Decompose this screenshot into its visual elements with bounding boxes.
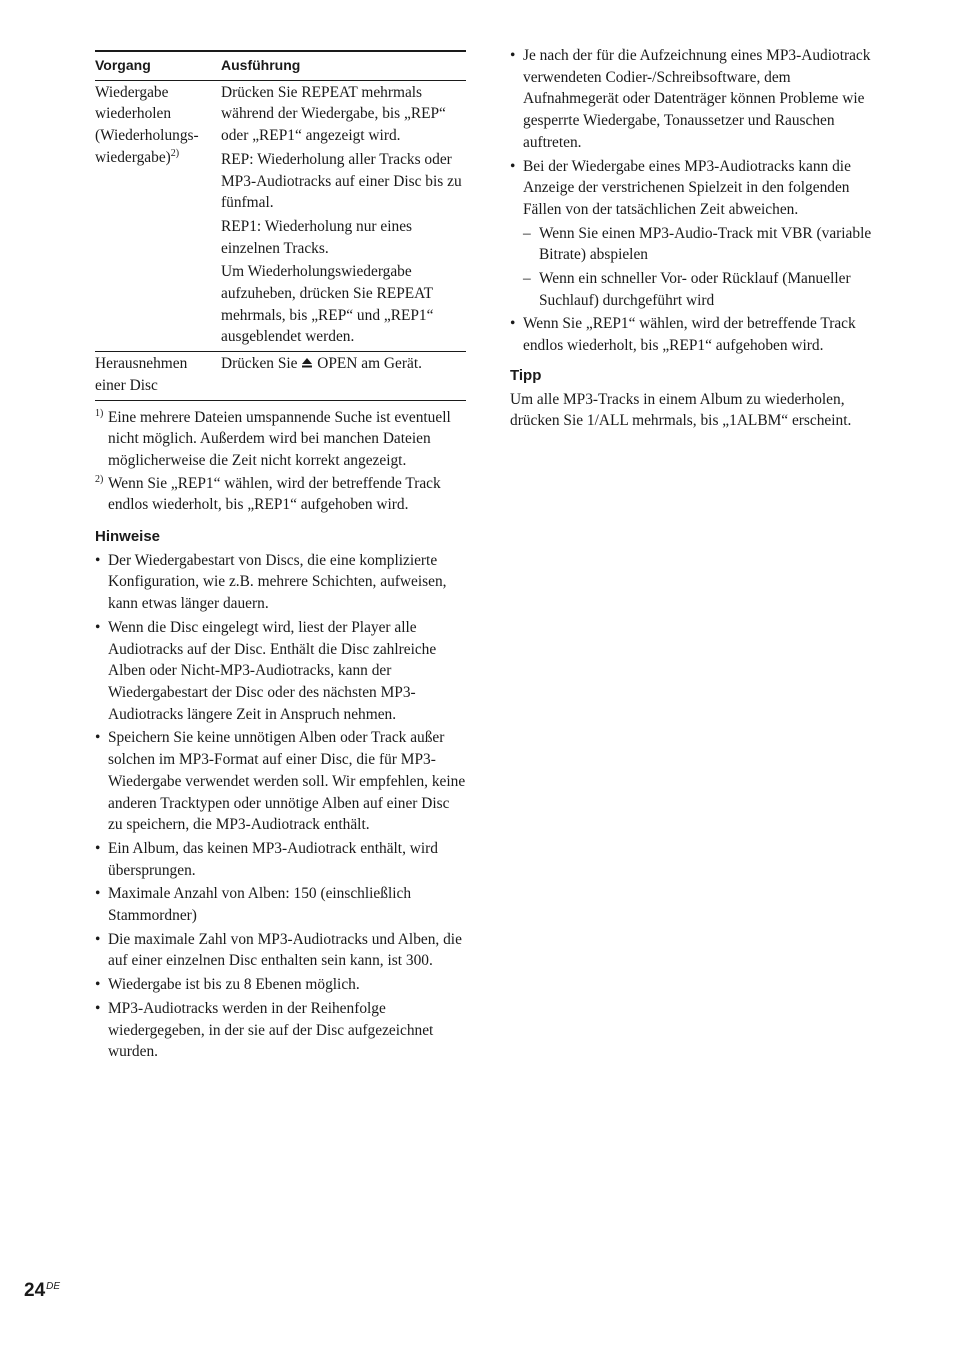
- eject-icon: [301, 354, 313, 366]
- list-item: • Ein Album, das keinen MP3-Audiotrack enthält, wird übersprungen.: [95, 839, 438, 879]
- row-desc-repeat: [221, 80, 466, 351]
- footnote-1: 1) Eine mehrere Dateien umspannende Suche ist eventuell nicht möglich. Außerdem wird bei manchen Dateien möglicherweise die Zeit nicht korrekt angezeigt.: [95, 407, 451, 469]
- sub-list-item: – Wenn Sie einen MP3-Audio-Track mit VBR (variable Bitrate) abspielen: [523, 224, 872, 264]
- tipp-heading: Tipp: [510, 366, 542, 384]
- left-column: [95, 50, 467, 1065]
- notes-list: [510, 45, 882, 357]
- list-item: • Maximale Anzahl von Alben: 150 (einschließlich Stammordner): [95, 885, 412, 925]
- list-item: • Wenn die Disc eingelegt wird, liest der Player alle Audiotracks auf der Disc. Enthält die Disc zahlreiche Alben oder Nicht-MP3-Audiotracks, kann der Wiedergabestart der Disc oder des nächsten MP3-Audiotracks längere Zeit in Anspruch nehmen.: [95, 618, 437, 723]
- row-label-repeat: [95, 80, 221, 351]
- footnote-2: 2) Wenn Sie „REP1“ wählen, wird der betreffende Track endlos wiederholt, bis „REP1“ aufgehoben wird.: [95, 473, 441, 514]
- hinweise-heading: Hinweise: [95, 528, 161, 546]
- label-line: Wiedergabe: [95, 83, 169, 101]
- list-item: • Speichern Sie keine unnötigen Alben oder Track außer solchen im MP3-Format auf einer Disc, die für MP3-Wiedergabe verwendet werden soll. Wir empfehlen, keine anderen Tracktypen oder unnötige Alben auf einer Disc zu speichern, die MP3-Audiotrack enthält.: [95, 729, 466, 834]
- list-item: • Der Wiedergabestart von Discs, die eine komplizierte Konfiguration, wie z.B. mehrere Schichten, aufweisen, kann etwas länger dauern.: [95, 551, 447, 613]
- right-column: [510, 45, 882, 432]
- table-row-repeat: [95, 80, 466, 351]
- footnotes: [95, 407, 467, 517]
- label-line: wiedergabe)$^{2)}$: [95, 147, 180, 166]
- row-label-eject: Herausnehmen einer Disc: [95, 352, 221, 400]
- list-item: • Wenn Sie „REP1“ wählen, wird der betreffende Track endlos wiederholt, bis „REP1“ aufgehoben wird.: [510, 315, 856, 355]
- column-header-ausfuehrung: Ausführung: [221, 51, 466, 80]
- sub-list: [510, 223, 882, 312]
- sub-list-item: – Wenn ein schneller Vor- oder Rücklauf (Manueller Suchlauf) durchgeführt wird: [523, 270, 851, 309]
- footnote-ref-2: 2): [170, 147, 180, 159]
- list-item: • Wiedergabe ist bis zu 8 Ebenen möglich.: [95, 976, 360, 994]
- row-desc-eject: Drücken Sie OPEN am Gerät.: [221, 352, 466, 400]
- label-line: (Wiederholungs-: [95, 127, 199, 145]
- desc-paragraph: Um Wiederholungswiedergabe aufzuheben, drücken Sie REPEAT mehrmals, bis „REP“ und „REP1“ ausgeblendet werden.: [221, 263, 434, 346]
- table-row-eject: [95, 352, 466, 400]
- list-item: • Je nach der für die Aufzeichnung eines MP3-Audiotrack verwendeten Codier-/Schreibsoftware, dem Aufnahmegerät oder Datenträger können Probleme wie gesperrte Wiedergabe, Tonaussetzer und Rauschen auftreten.: [510, 47, 871, 151]
- list-item: • MP3-Audiotracks werden in der Reihenfolge wiedergegeben, in der sie auf der Disc aufgezeichnet wurden.: [95, 999, 434, 1061]
- operations-table: [95, 50, 466, 401]
- tipp-text: Um alle MP3-Tracks in einem Album zu wiederholen, drücken Sie 1/ALL mehrmals, bis „1ALBM“ erscheint.: [510, 390, 852, 430]
- page-number: 24DE: [24, 1280, 61, 1301]
- label-line: wiederholen: [95, 105, 172, 123]
- desc-paragraph: REP1: Wiederholung nur eines einzelnen Tracks.: [221, 217, 413, 257]
- list-item: • Bei der Wiedergabe eines MP3-Audiotracks kann die Anzeige der verstrichenen Spielzeit in den folgenden Fällen von der tatsächlichen Zeit abweichen. – Wenn Sie einen MP3-Audio-Track mit VBR (variable Bitrate) abspielen – Wenn ein schneller Vor- oder Rücklauf (Manueller Suchlauf) durchgeführt wird: [510, 156, 882, 312]
- desc-paragraph: REP: Wiederholung aller Tracks oder MP3-Audiotracks auf einer Disc bis zu fünfmal.: [221, 150, 462, 212]
- hinweise-list: [95, 550, 467, 1063]
- column-header-vorgang: Vorgang: [95, 51, 221, 80]
- list-item: • Die maximale Zahl von MP3-Audiotracks und Alben, die auf einer einzelnen Disc enthalten sein kann, ist 300.: [95, 930, 462, 970]
- desc-paragraph: Drücken Sie REPEAT mehrmals während der Wiedergabe, bis „REP“ oder „REP1“ angezeigt wird.: [221, 83, 446, 145]
